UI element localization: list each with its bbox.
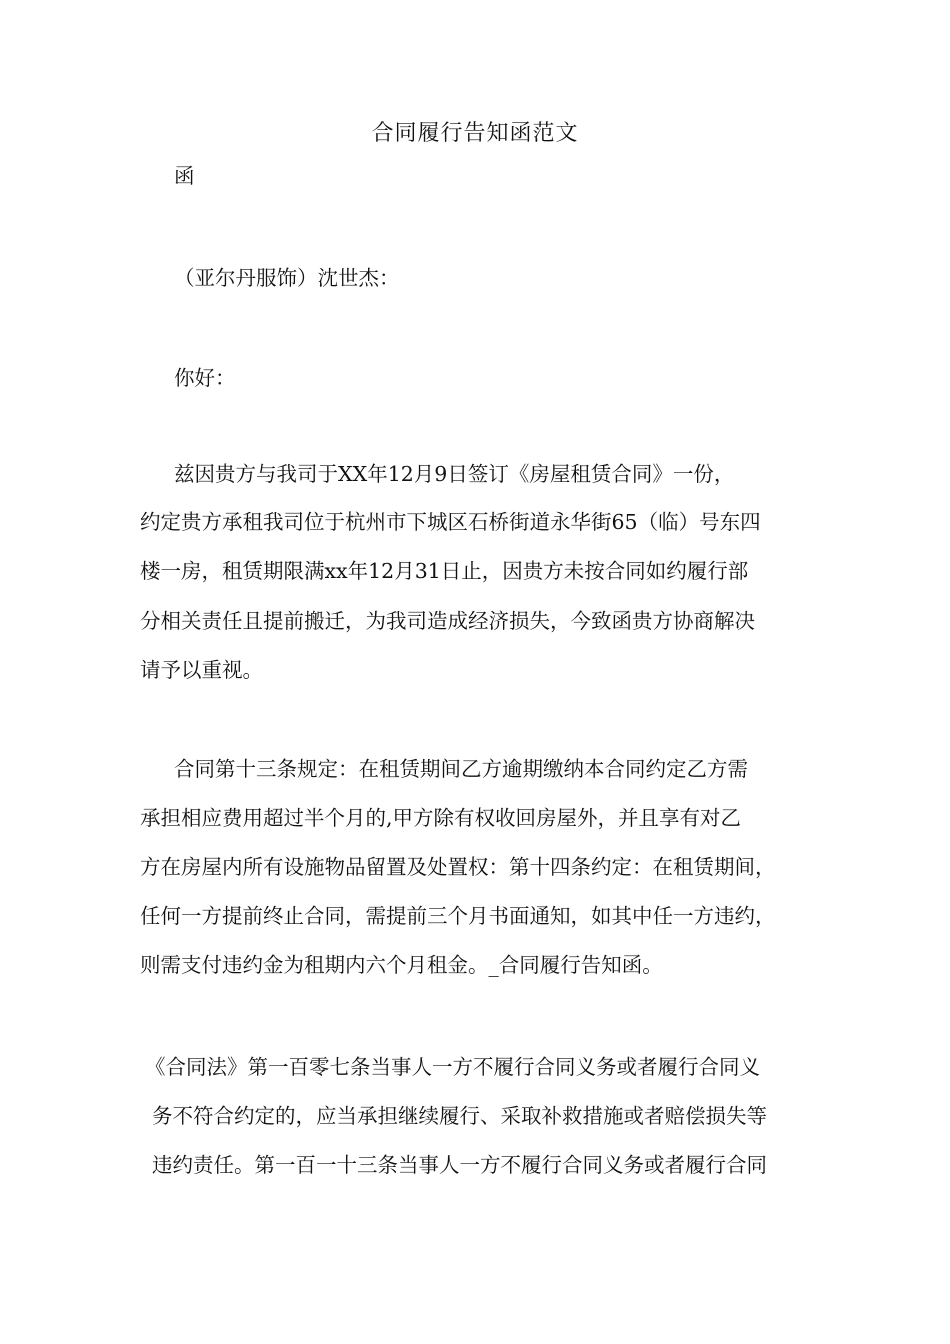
- letter-label: 函: [174, 164, 195, 188]
- paragraph1-line: 分相关责任且提前搬迁，为我司造成经济损失，今致函贵方协商解决: [140, 609, 755, 633]
- paragraph2-line: 方在房屋内所有设施物品留置及处置权：第十四条约定：在租赁期间，: [140, 855, 776, 879]
- document-title: 合同履行告知函范文: [371, 121, 579, 146]
- paragraph1-line: 请予以重视。: [140, 658, 263, 682]
- paragraph2-line: 任何一方提前终止合同，需提前三个月书面通知，如其中任一方违约，: [140, 904, 776, 928]
- paragraph1-line: 楼一房，租赁期限满xx年12月31日止，因贵方未按合同如约履行部: [140, 559, 749, 583]
- paragraph1-line: 兹因贵方与我司于XX年12月9日签订《房屋租赁合同》一份，: [174, 462, 735, 486]
- recipient-line: （亚尔丹服饰）沈世杰：: [174, 266, 400, 290]
- paragraph1-line: 约定贵方承租我司位于杭州市下城区石桥街道永华街65（临）号东四: [140, 510, 761, 534]
- paragraph2-line: 承担相应费用超过半个月的,甲方除有权收回房屋外，并且享有对乙: [140, 806, 742, 830]
- paragraph3-line: 违约责任。第一百一十三条当事人一方不履行合同义务或者履行合同: [152, 1153, 767, 1177]
- paragraph3-line: 《合同法》第一百零七条当事人一方不履行合同义务或者履行合同义: [145, 1055, 760, 1079]
- paragraph2-line: 则需支付违约金为租期内六个月租金。_合同履行告知函。: [140, 953, 663, 977]
- greeting-line: 你好：: [174, 366, 236, 390]
- paragraph2-line: 合同第十三条规定：在租赁期间乙方逾期缴纳本合同约定乙方需: [174, 757, 748, 781]
- paragraph3-line: 务不符合约定的，应当承担继续履行、采取补救措施或者赔偿损失等: [152, 1104, 767, 1128]
